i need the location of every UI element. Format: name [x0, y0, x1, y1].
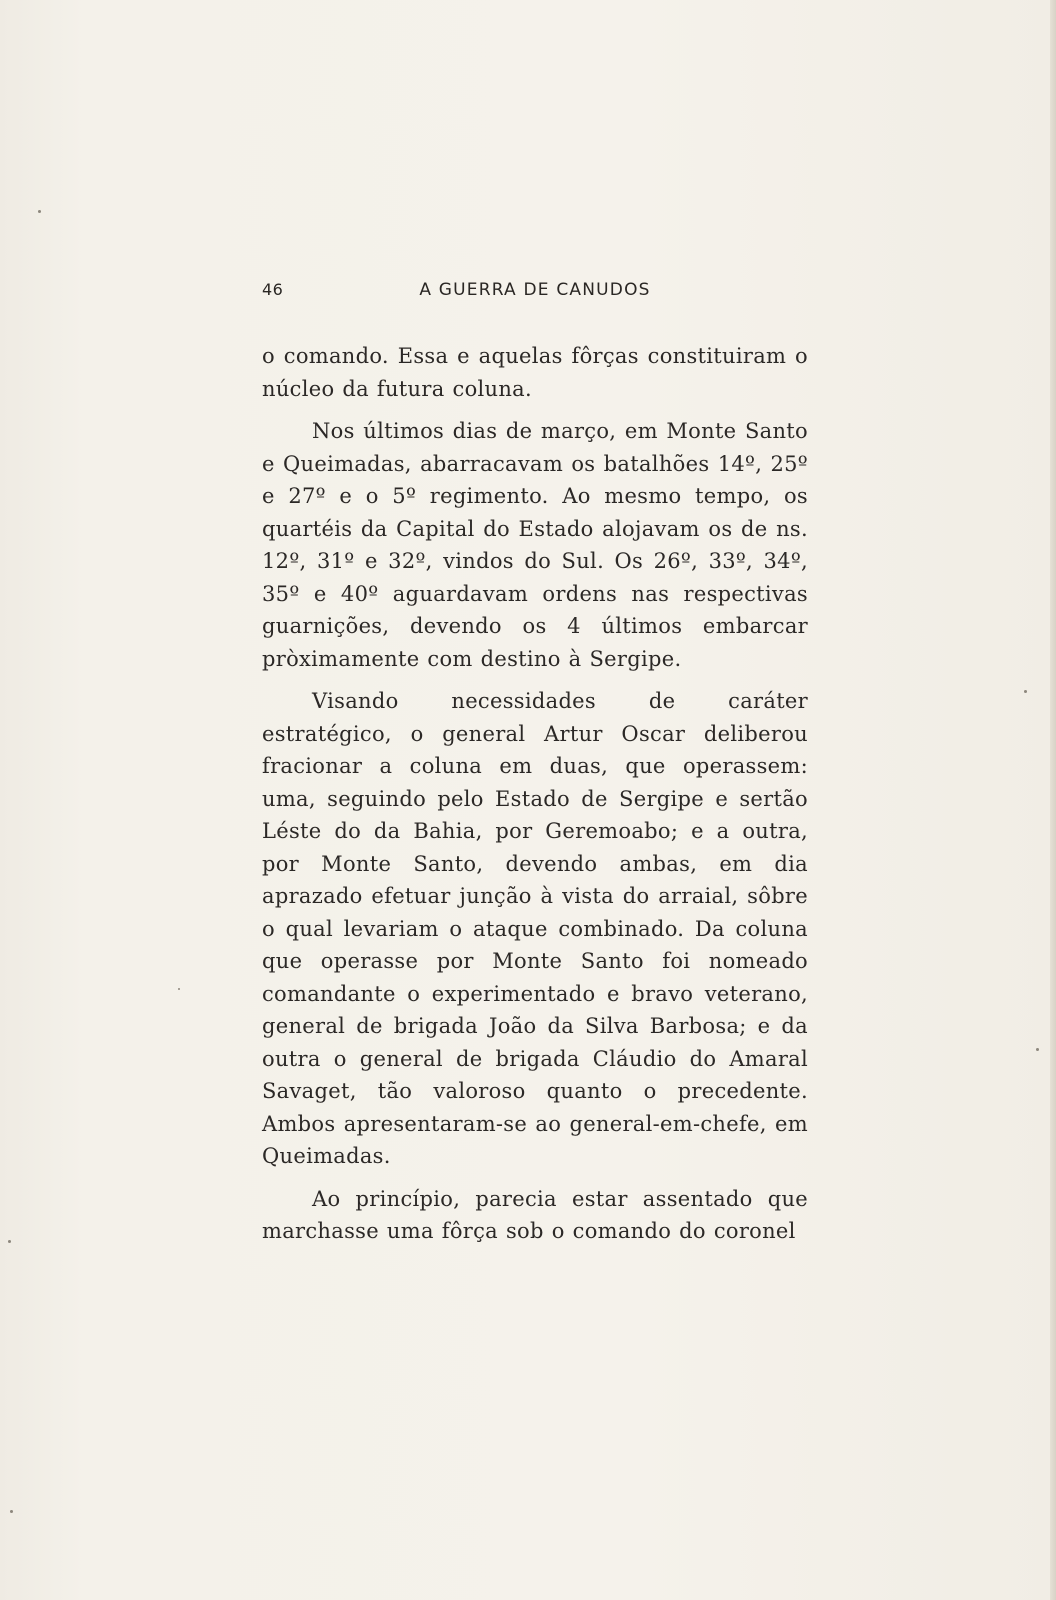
body-text: [262, 340, 808, 1258]
paper-speck: [8, 1240, 11, 1243]
paper-speck: [1036, 1048, 1039, 1051]
running-title: A GUERRA DE CANUDOS: [419, 280, 651, 300]
paper-speck: [38, 210, 41, 213]
page-edge-shadow: [1050, 0, 1056, 1600]
paper-speck: [1024, 690, 1027, 693]
paper-speck: [10, 1510, 13, 1513]
page-header: [262, 280, 808, 304]
page-number: 46: [262, 280, 284, 299]
paragraph-1: o comando. Essa e aquelas fôrças constituiram o núcleo da futura coluna.: [262, 344, 808, 401]
paragraph-4: Ao princípio, parecia estar assentado que marchasse uma fôrça sob o comando do coronel: [262, 1186, 808, 1243]
paper-speck: [178, 988, 180, 990]
paragraph-3: Visando necessidades de caráter estratégico, o general Artur Oscar deliberou fracionar a coluna em duas, que operassem: uma, seguindo pelo Estado de Sergipe e sertão Léste do da Bahia, por Geremoabo; e a outra, por Monte Santo, devendo ambas, em dia aprazado efetuar junção à vista do arraial, sôbre o qual levariam o ataque combinado. Da coluna que operasse por Monte Santo foi nomeado comandante o experimentado e bravo veterano, general de brigada João da Silva Barbosa; e da outra o general de brigada Cláudio do Amaral Savaget, tão valoroso quanto o precedente. Ambos apresentaram-se ao general-em-chefe, em Queimadas.: [262, 689, 808, 1168]
paragraph-2: Nos últimos dias de março, em Monte Santo e Queimadas, abarracavam os batalhões 14º, 25º e 27º e o 5º regimento. Ao mesmo tempo, os quartéis da Capital do Estado alojavam os de ns. 12º, 31º e 32º, vindos do Sul. Os 26º, 33º, 34º, 35º e 40º aguardavam ordens nas respectivas guarnições, devendo os 4 últimos embarcar pròximamente com destino à Sergipe.: [262, 419, 808, 671]
